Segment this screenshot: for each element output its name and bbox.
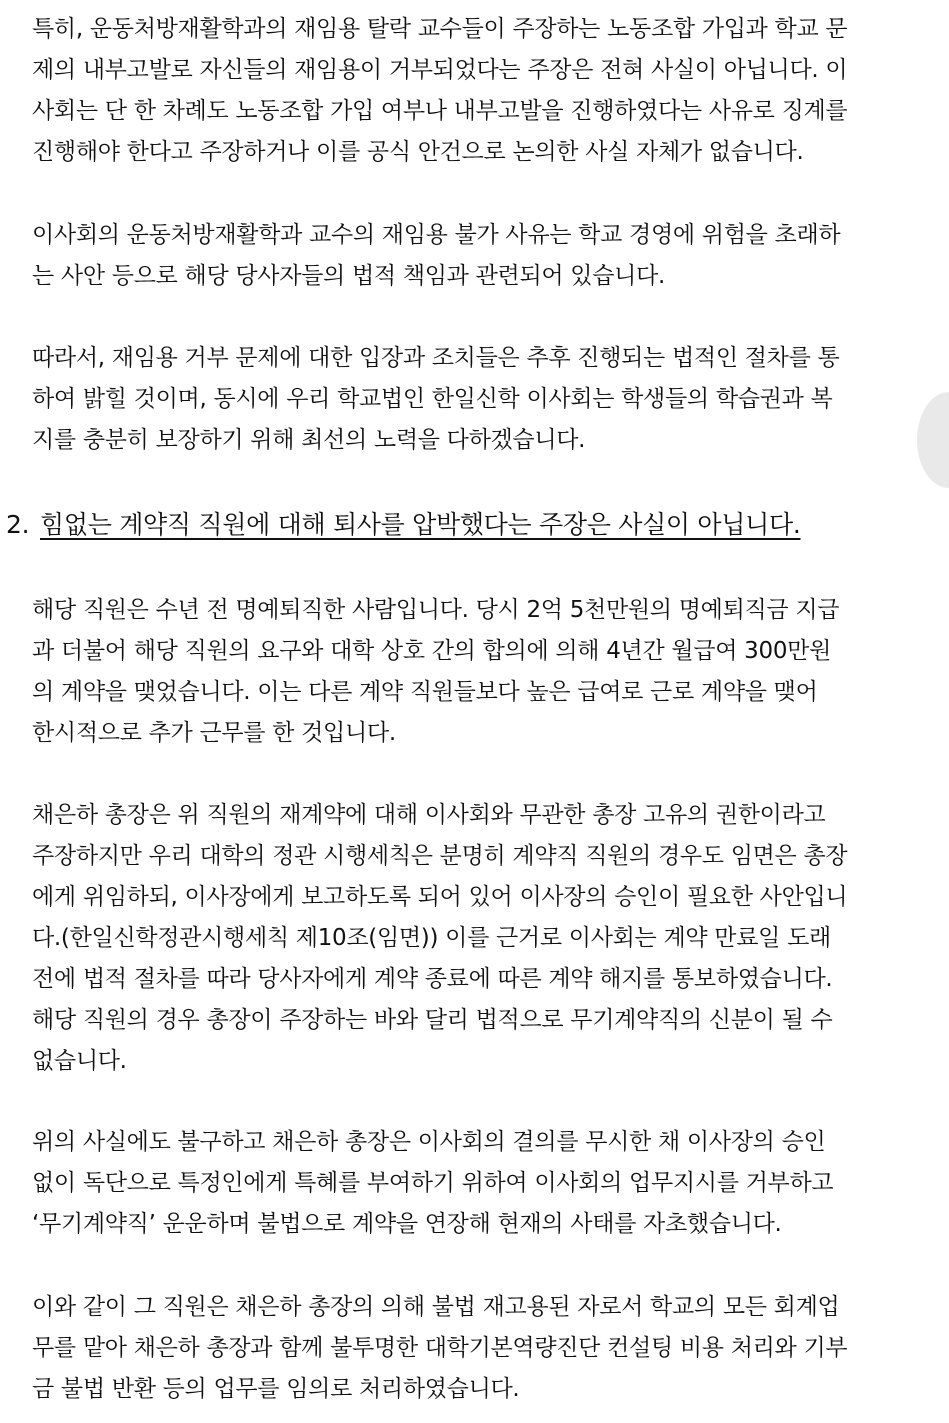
text-line: 하여 밝힐 것이며, 동시에 우리 학교법인 한일신학 이사회는 학생들의 학습권과 복	[32, 386, 833, 412]
paragraph-reappointment-claims	[32, 9, 927, 173]
text-line: 제의 내부고발로 자신들의 재임용이 거부되었다는 주장은 전혀 사실이 아닙니다. 이	[32, 57, 848, 83]
text-line: 다.(한일신학정관시행세칙 제10조(임면)) 이를 근거로 이사회는 계약 만료일 도래	[32, 925, 831, 951]
text-line: 과 더불어 해당 직원의 요구와 대학 상호 간의 합의에 의해 4년간 월급여 300만원	[32, 638, 832, 664]
text-line: 없이 독단으로 특정인에게 특혜를 부여하기 위하여 이사회의 업무지시를 거부하고	[32, 1170, 834, 1196]
text-line: 이사회의 운동처방재활학과 교수의 재임용 불가 사유는 학교 경영에 위험을 초래하	[32, 222, 841, 248]
text-line: 해당 직원은 수년 전 명예퇴직한 사람입니다. 당시 2억 5천만원의 명예퇴직금 지급	[32, 597, 840, 623]
text-line: 따라서, 재임용 거부 문제에 대한 입장과 조치들은 추후 진행되는 법적인 절차를 통	[32, 345, 840, 371]
text-line: 채은하 총장은 위 직원의 재계약에 대해 이사회와 무관한 총장 고유의 권한이라고	[32, 802, 826, 828]
text-line: 주장하지만 우리 대학의 정관 시행세칙은 분명히 계약직 직원의 경우도 임면은 총장	[32, 843, 848, 869]
paragraph-president-claim	[32, 795, 927, 1082]
text-line: 진행해야 한다고 주장하거나 이를 공식 안건으로 논의한 사실 자체가 없습니다.	[32, 139, 804, 165]
text-line: 는 사안 등으로 해당 당사자들의 법적 책임과 관련되어 있습니다.	[32, 263, 665, 289]
text-line: 해당 직원의 경우 총장이 주장하는 바와 달리 법적으로 무기계약직의 신분이 될 수	[32, 1007, 833, 1033]
paragraph-unilateral-extension	[32, 1122, 927, 1245]
text-line: 특히, 운동처방재활학과의 재임용 탈락 교수들이 주장하는 노동조합 가입과 학교 문	[32, 16, 848, 42]
text-line: 사회는 단 한 차례도 노동조합 가입 여부나 내부고발을 진행하였다는 사유로 징계를	[32, 98, 848, 124]
section-number: 2.	[6, 510, 30, 539]
section-title: 힘없는 계약직 직원에 대해 퇴사를 압박했다는 주장은 사실이 아닙니다.	[40, 510, 801, 539]
text-line: 무를 맡아 채은하 총장과 함께 불투명한 대학기본역량진단 컨설팅 비용 처리와 기부	[32, 1335, 848, 1361]
text-line: 이와 같이 그 직원은 채은하 총장의 의해 불법 재고용된 자로서 학교의 모든 회계업	[32, 1294, 840, 1320]
text-line: 의 계약을 맺었습니다. 이는 다른 계약 직원들보다 높은 급여로 근로 계약을 맺어	[32, 679, 818, 705]
text-line: 전에 법적 절차를 따라 당사자에게 계약 종료에 따른 계약 해지를 통보하였습니다.	[32, 966, 833, 992]
paragraph-reappointment-reason	[32, 215, 927, 297]
text-line: 지를 충분히 보장하기 위해 최선의 노력을 다하겠습니다.	[32, 427, 586, 453]
text-line: ‘무기계약직’ 운운하며 불법으로 계약을 연장해 현재의 사태를 자초했습니다.	[32, 1211, 782, 1237]
text-line: 한시적으로 추가 근무를 한 것입니다.	[32, 720, 396, 746]
paragraph-accounting-duties	[32, 1287, 927, 1410]
paragraph-legal-procedure	[32, 338, 927, 461]
text-line: 에게 위임하되, 이사장에게 보고하도록 되어 있어 이사장의 승인이 필요한 사안입니	[32, 884, 848, 910]
text-line: 금 불법 반환 등의 업무를 임의로 처리하였습니다.	[32, 1376, 520, 1402]
text-line: 위의 사실에도 불구하고 채은하 총장은 이사회의 결의를 무시한 채 이사장의 승인	[32, 1129, 826, 1155]
section-heading	[6, 503, 800, 547]
text-line: 없습니다.	[32, 1048, 127, 1074]
paragraph-employee-background	[32, 590, 927, 754]
